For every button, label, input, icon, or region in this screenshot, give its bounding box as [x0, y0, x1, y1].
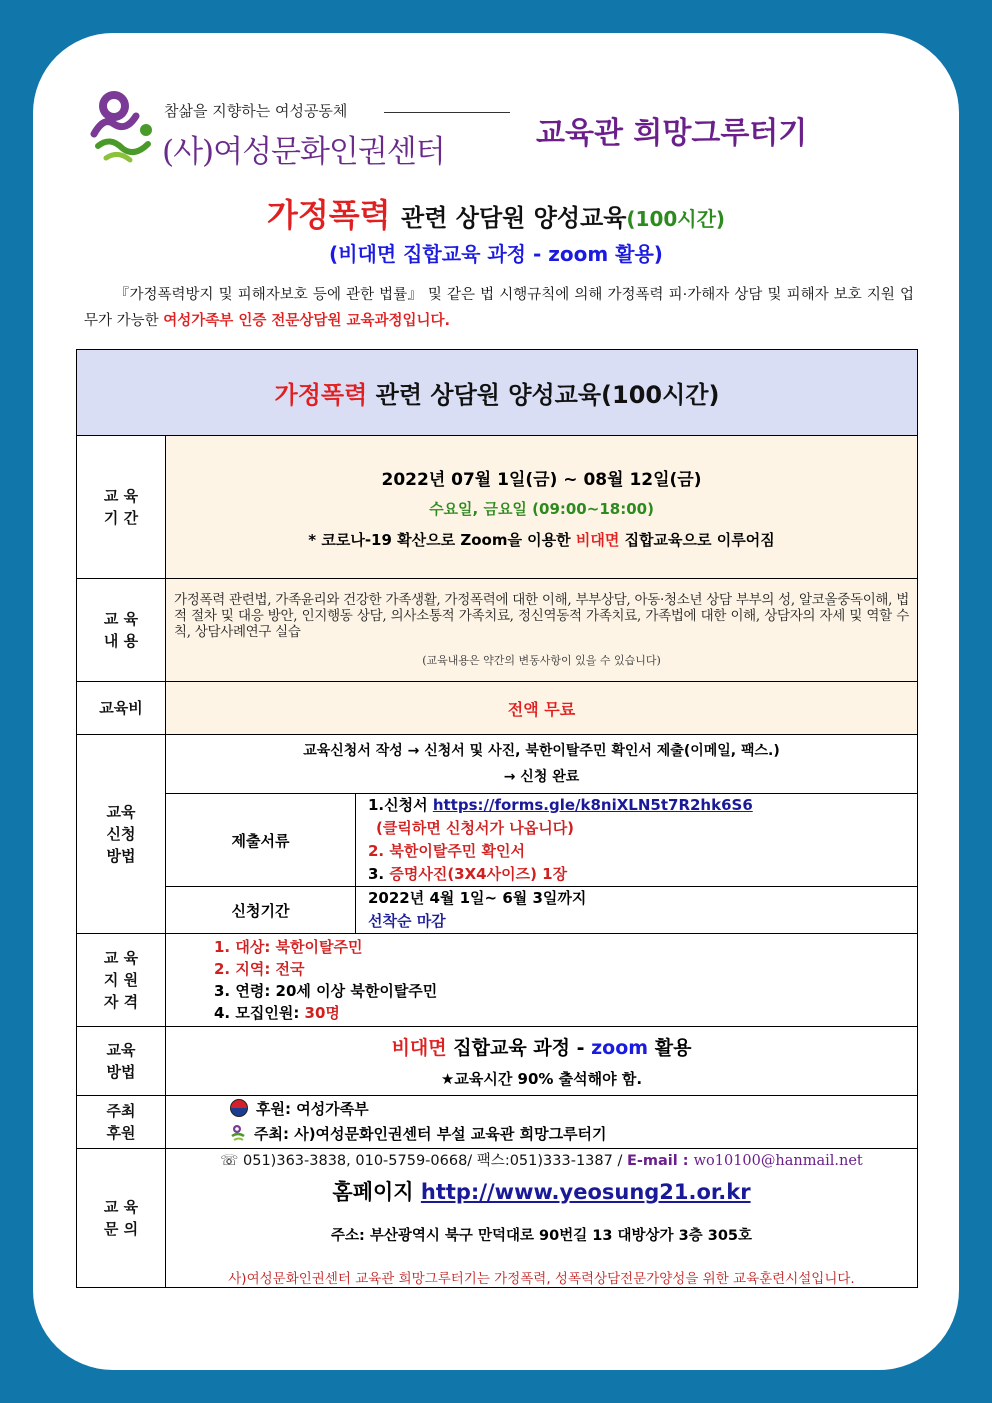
period-days: 수요일, 금요일 (09:00~18:00) — [429, 499, 654, 518]
homepage-label: 홈페이지 — [332, 1180, 421, 1204]
page-title — [0, 190, 992, 236]
period-note — [166, 529, 917, 550]
quals-cell — [166, 934, 918, 1027]
fee-value: 전액 무료 — [166, 682, 918, 735]
government-emblem-icon — [230, 1099, 248, 1117]
center-name: 교육관 희망그루터기 — [536, 116, 808, 151]
intro-paragraph — [84, 282, 914, 334]
table-title-rest: 관련 상담원 양성교육(100시간) — [375, 381, 720, 409]
contact-phone: ☏ 051)363-3838, 010-5759-0668/ 팩스:051)333-1387 / — [220, 1153, 627, 1169]
email-label: E-mail : — [626, 1153, 694, 1169]
period-note-post: 집합교육으로 이루어짐 — [619, 530, 775, 549]
org-name: (사)여성문화인권센터 — [162, 134, 445, 170]
host: 주최: 사)여성문화인권센터 부설 교육관 희망그루터기 — [254, 1125, 607, 1143]
application-form-link[interactable]: https://forms.gle/k8niXLN5t7R2hk6S6 — [432, 796, 753, 814]
email-address[interactable]: wo10100@hanmail.net — [693, 1153, 863, 1169]
apply-steps-1: 교육신청서 작성 → 신청서 및 사진, 북한이탈주민 확인서 제출(이메일, 팩스.) — [303, 743, 780, 759]
content-note: (교육내용은 약간의 변동사항이 있을 수 있습니다) — [422, 654, 661, 667]
table-title — [77, 350, 918, 436]
period-note-pre: * 코로나-19 확산으로 Zoom을 이용한 — [308, 530, 576, 549]
footer-note: 사)여성문화인권센터 교육관 희망그루터기는 가정폭력, 성폭력상담전문가양성을 위한 교육훈련시설입니다. — [228, 1271, 855, 1287]
host-line — [230, 1122, 917, 1147]
content-cell — [166, 579, 918, 682]
fee-label: 교육비 — [77, 682, 166, 735]
address: 주소: 부산광역시 북구 만덕대로 90번길 13 대방상가 3층 305호 — [330, 1228, 753, 1244]
apply-steps — [166, 735, 918, 794]
apply-label: 교육 신청 방법 — [77, 735, 166, 934]
quals-label: 교 육 지 원 자 격 — [77, 934, 166, 1027]
title-rest: 관련 상담원 양성교육 — [401, 204, 627, 232]
qual-3: 3. 연령: 20세 이상 북한이탈주민 — [214, 982, 438, 1000]
contact-label: 교 육 문 의 — [77, 1149, 166, 1288]
contact-phone-line — [166, 1149, 917, 1170]
method-highlight: 비대면 — [391, 1037, 447, 1059]
homepage-link[interactable]: http://www.yeosung21.or.kr — [420, 1180, 751, 1204]
slogan: 참삶을 지향하는 여성공동체 — [164, 102, 348, 120]
organizers-label: 주최 후원 — [77, 1096, 166, 1149]
content-text: 가정폭력 관련법, 가족윤리와 건강한 가족생활, 가정폭력에 대한 이해, 부부상담, 아동·청소년 상담 부부의 성, 알코올중독이해, 법적 절차 및 대응 방안, 인지행동 상담, 의사소통적 가족치료, 정신역동적 가족치료, 가족법에 대한 이해, 상담자의 자세 및 역할 수칙, 상담사례연구 실습 — [174, 592, 909, 640]
method-label: 교육 방법 — [77, 1027, 166, 1096]
apply-period-value: 2022년 4월 1일~ 6월 3일까지 — [368, 889, 587, 907]
period-note-highlight: 비대면 — [575, 530, 620, 549]
qual-4-highlight: 30명 — [304, 1004, 340, 1022]
doc1-note: (클릭하면 신청서가 나옵니다) — [376, 819, 575, 837]
period-cell — [166, 436, 918, 579]
qual-4-prefix: 4. 모집인원: — [214, 1004, 305, 1022]
qual-2: 2. 지역: 전국 — [214, 960, 305, 978]
apply-steps-2: → 신청 완료 — [503, 769, 580, 785]
contact-cell — [166, 1149, 918, 1288]
doc2: 2. 북한이탈주민 확인서 — [368, 842, 525, 860]
sponsor: 후원: 여성가족부 — [256, 1100, 369, 1118]
org-mini-logo-icon — [230, 1124, 246, 1142]
doc3-highlight: 증명사진(3X4사이즈) 1장 — [389, 865, 568, 883]
apply-period-label: 신청기간 — [166, 887, 356, 934]
page-subtitle: (비대면 집합교육 과정 - zoom 활용) — [329, 242, 663, 266]
info-table — [76, 349, 918, 1288]
method-attendance: ★교육시간 90% 출석해야 함. — [440, 1070, 643, 1088]
qual-1: 1. 대상: 북한이탈주민 — [214, 938, 363, 956]
title-hours: (100시간) — [626, 207, 726, 231]
period-dates: 2022년 07월 1일(금) ~ 08월 12일(금) — [381, 469, 702, 490]
apply-period-cell — [356, 887, 918, 934]
doc3-prefix: 3. — [368, 865, 390, 883]
doc1 — [368, 794, 905, 817]
table-title-highlight: 가정폭력 — [274, 381, 368, 409]
intro-highlight: 여성가족부 인증 전문상담원 교육과정입니다. — [163, 313, 451, 329]
method-mid: 집합교육 과정 - — [446, 1037, 592, 1059]
homepage-line — [166, 1176, 917, 1206]
doc1-prefix: 1.신청서 — [368, 796, 433, 814]
organizers-cell — [166, 1096, 918, 1149]
slogan-divider — [384, 112, 510, 113]
period-label: 교 육 기 간 — [77, 436, 166, 579]
apply-period-note: 선착순 마감 — [368, 912, 446, 930]
method-zoom: zoom — [591, 1037, 649, 1059]
method-post: 활용 — [648, 1037, 692, 1059]
header — [84, 82, 914, 172]
docs-label: 제출서류 — [166, 794, 356, 887]
method-main — [166, 1033, 917, 1060]
sponsor-line — [230, 1097, 917, 1122]
qual-4 — [214, 1002, 917, 1024]
content-label: 교 육 내 용 — [77, 579, 166, 682]
intro-text: 『가정폭력방지 및 피해자보호 등에 관한 법률』 및 같은 법 시행규칙에 의해 가정폭력 피·가해자 상담 및 피해자 보호 지원 업무가 가능한 — [84, 287, 914, 329]
method-cell — [166, 1027, 918, 1096]
doc3 — [368, 863, 905, 886]
org-logo-icon — [84, 86, 162, 166]
title-highlight: 가정폭력 — [266, 196, 391, 234]
docs-cell — [356, 794, 918, 887]
